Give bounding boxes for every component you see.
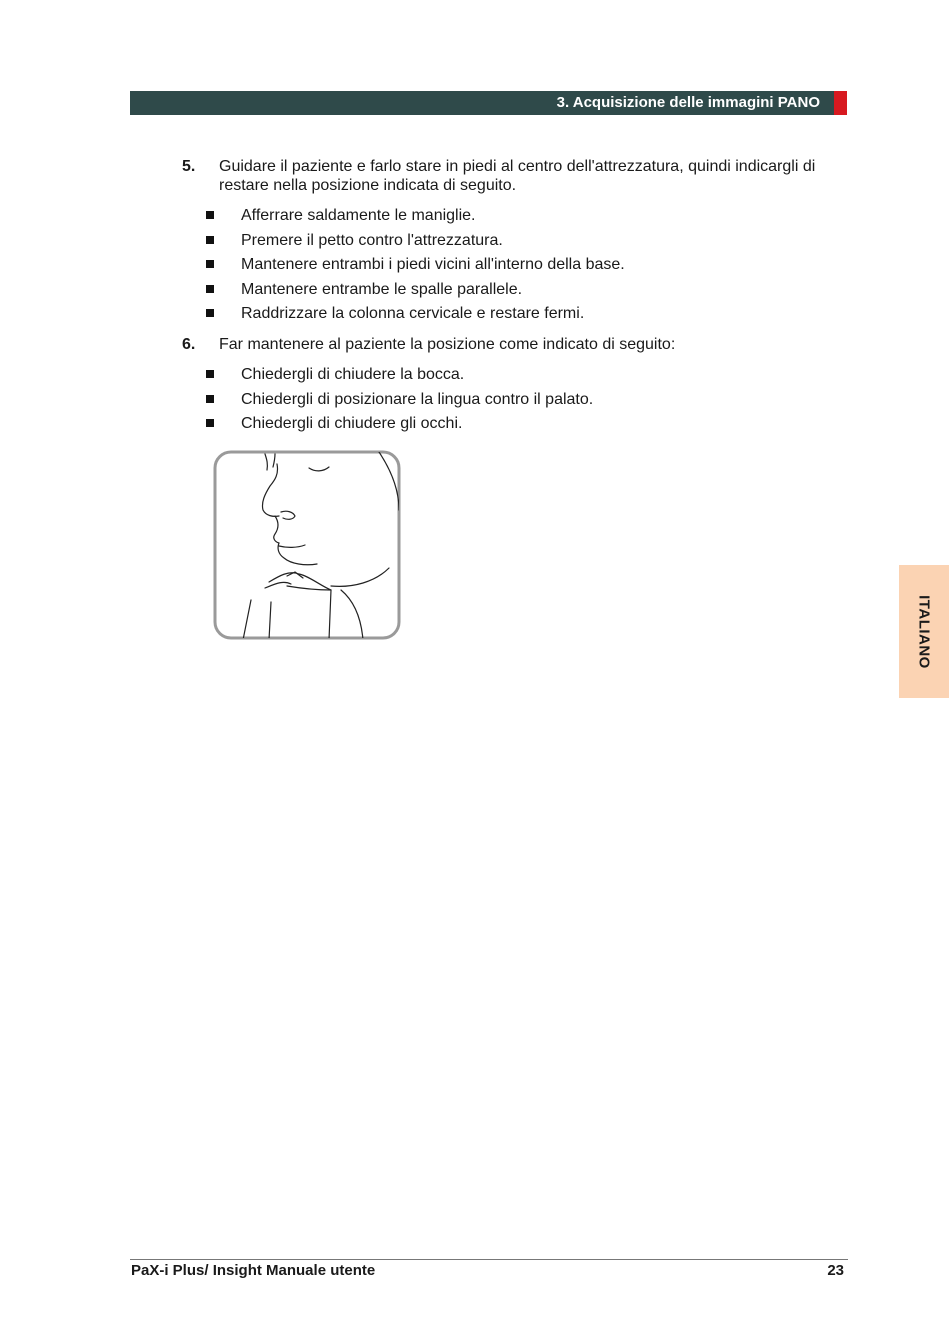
footer-page-number: 23	[827, 1262, 844, 1279]
list-item-text: Raddrizzare la colonna cervicale e restare fermi.	[241, 305, 585, 322]
square-bullet-icon	[206, 370, 214, 378]
section-title: 3. Acquisizione delle immagini PANO	[556, 94, 820, 111]
step-number: 5.	[182, 158, 196, 175]
square-bullet-icon	[206, 419, 214, 427]
list-item-text: Chiedergli di chiudere gli occhi.	[241, 415, 463, 432]
square-bullet-icon	[206, 236, 214, 244]
footer-manual-title: PaX-i Plus/ Insight Manuale utente	[131, 1262, 376, 1279]
step-text: Far mantenere al paziente la posizione come indicato di seguito:	[219, 336, 676, 353]
square-bullet-icon	[206, 309, 214, 317]
header-accent-block	[834, 91, 847, 115]
list-item-text: Mantenere entrambi i piedi vicini all'interno della base.	[241, 256, 625, 273]
square-bullet-icon	[206, 285, 214, 293]
section-header-bar	[130, 91, 834, 115]
footer-divider	[130, 1259, 848, 1260]
square-bullet-icon	[206, 260, 214, 268]
list-item-text: Chiedergli di posizionare la lingua contro il palato.	[241, 391, 594, 408]
list-item-text: Chiedergli di chiudere la bocca.	[241, 366, 465, 383]
step-text: Guidare il paziente e farlo stare in piedi al centro dell'attrezzatura, quindi indicargli di restare nella posizione indicata di seguito.	[219, 158, 816, 194]
square-bullet-icon	[206, 395, 214, 403]
list-item-text: Mantenere entrambe le spalle parallele.	[241, 281, 523, 298]
square-bullet-icon	[206, 211, 214, 219]
step-number: 6.	[182, 336, 196, 353]
language-tab	[899, 565, 949, 698]
patient-posture-illustration	[213, 450, 401, 640]
list-item-text: Premere il petto contro l'attrezzatura.	[241, 232, 503, 249]
list-item-text: Afferrare saldamente le maniglie.	[241, 207, 476, 224]
language-tab-label: ITALIANO	[915, 594, 933, 669]
